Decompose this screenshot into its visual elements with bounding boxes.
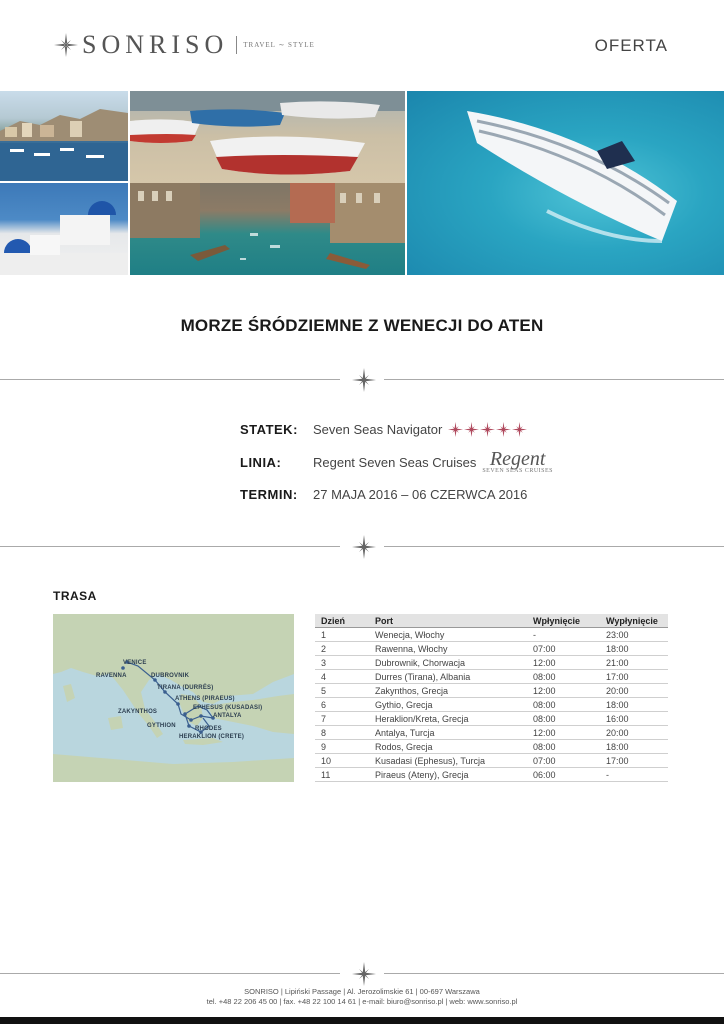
date-value: 27 MAJA 2016 – 06 CZERWCA 2016 [313, 487, 528, 502]
col-header-arrival: Wpłynięcie [527, 614, 600, 628]
venice-canal-photo [130, 183, 405, 275]
table-header-row [315, 614, 668, 628]
cell-port: Rawenna, Włochy [369, 642, 527, 656]
cell-port: Rodos, Grecja [369, 740, 527, 754]
cell-departure: 17:00 [600, 754, 668, 768]
compass-star-icon [54, 33, 78, 57]
ship-rating [448, 422, 528, 437]
cell-day: 6 [315, 698, 369, 712]
cell-arrival: 12:00 [527, 726, 600, 740]
cell-arrival: 07:00 [527, 642, 600, 656]
table-row [315, 628, 668, 642]
cell-day: 8 [315, 726, 369, 740]
cell-departure: 18:00 [600, 740, 668, 754]
regent-logo: Regent SEVEN SEAS CRUISES [482, 448, 553, 474]
cell-arrival: - [527, 628, 600, 642]
map-label-rhodes: RHODES [195, 726, 222, 732]
harbor-photo [0, 91, 128, 181]
brand-logo [54, 30, 315, 60]
page-header [0, 0, 724, 90]
cell-departure: 23:00 [600, 628, 668, 642]
map-label-dubrovnik: DUBROVNIK [151, 673, 190, 679]
itinerary-table [315, 614, 668, 782]
ship-row [240, 422, 528, 437]
date-row [240, 487, 527, 502]
cell-day: 2 [315, 642, 369, 656]
cell-arrival: 08:00 [527, 670, 600, 684]
cell-departure: 20:00 [600, 726, 668, 740]
table-row [315, 712, 668, 726]
map-label-ravenna: RAVENNA [96, 673, 127, 679]
cell-departure: 21:00 [600, 656, 668, 670]
cell-day: 5 [315, 684, 369, 698]
compass-star-icon [352, 962, 376, 986]
cell-day: 9 [315, 740, 369, 754]
star-icon [464, 422, 479, 437]
cell-departure: 17:00 [600, 670, 668, 684]
route-map [53, 614, 294, 782]
col-header-port: Port [369, 614, 527, 628]
brand-tagline: TRAVEL ∼ STYLE [243, 41, 315, 49]
cell-departure: 18:00 [600, 642, 668, 656]
col-header-departure: Wypłynięcie [600, 614, 668, 628]
cell-port: Piraeus (Ateny), Grecja [369, 768, 527, 782]
map-label-tirana: TIRANA (DURRËS) [157, 685, 214, 691]
ship-label: STATEK: [240, 422, 298, 437]
cell-arrival: 08:00 [527, 740, 600, 754]
cell-arrival: 08:00 [527, 712, 600, 726]
cell-port: Wenecja, Włochy [369, 628, 527, 642]
compass-star-icon [352, 368, 376, 392]
cell-port: Antalya, Turcja [369, 726, 527, 740]
document-type: OFERTA [594, 36, 668, 55]
star-icon [496, 422, 511, 437]
section-divider [0, 535, 724, 559]
line-label: LINIA: [240, 454, 282, 470]
page-title: MORZE ŚRÓDZIEMNE Z WENECJI DO ATEN [180, 316, 544, 335]
cell-arrival: 12:00 [527, 684, 600, 698]
map-label-athens: ATHENS (PIRAEUS) [175, 696, 235, 702]
table-row [315, 684, 668, 698]
cell-port: Kusadasi (Ephesus), Turcja [369, 754, 527, 768]
photo-collage [0, 91, 724, 275]
col-header-day: Dzień [315, 614, 369, 628]
table-row [315, 642, 668, 656]
cruise-ship-photo [407, 91, 724, 275]
map-label-ephesus: EPHESUS (KUSADASI) [193, 705, 263, 711]
table-row [315, 698, 668, 712]
map-label-venice: VENICE [123, 660, 147, 666]
cell-port: Gythio, Grecja [369, 698, 527, 712]
star-icon [480, 422, 495, 437]
santorini-photo [0, 183, 128, 275]
map-label-antalya: ANTALYA [213, 713, 242, 719]
table-row [315, 768, 668, 782]
section-divider [0, 368, 724, 392]
date-label: TERMIN: [240, 487, 298, 502]
cell-arrival: 07:00 [527, 754, 600, 768]
map-label-heraklion: HERAKLION (CRETE) [179, 734, 245, 740]
brand-name: SONRISO [82, 30, 229, 59]
table-row [315, 740, 668, 754]
cell-day: 1 [315, 628, 369, 642]
cell-departure: 20:00 [600, 684, 668, 698]
cell-day: 11 [315, 768, 369, 782]
line-name: Regent Seven Seas Cruises [313, 454, 477, 470]
cell-port: Dubrownik, Chorwacja [369, 656, 527, 670]
cell-port: Heraklion/Kreta, Grecja [369, 712, 527, 726]
table-row [315, 726, 668, 740]
cell-day: 3 [315, 656, 369, 670]
table-row [315, 670, 668, 684]
footer-address: SONRISO | Lipiński Passage | Al. Jerozolimskie 61 | 00-697 Warszawa [244, 987, 480, 996]
cell-arrival: 12:00 [527, 656, 600, 670]
cell-port: Zakynthos, Grecja [369, 684, 527, 698]
star-icon [448, 422, 463, 437]
cell-departure: 16:00 [600, 712, 668, 726]
map-label-zakynthos: ZAKYNTHOS [118, 709, 158, 715]
cell-day: 7 [315, 712, 369, 726]
map-label-gythion: GYTHION [147, 723, 176, 729]
footer-contact: tel. +48 22 206 45 00 | fax. +48 22 100 14 61 | e-mail: biuro@sonriso.pl | web: www.sonriso.pl [206, 997, 518, 1006]
route-heading: TRASA [53, 589, 97, 603]
cell-port: Durres (Tirana), Albania [369, 670, 527, 684]
cell-day: 10 [315, 754, 369, 768]
cell-day: 4 [315, 670, 369, 684]
table-row [315, 656, 668, 670]
page-footer [0, 987, 724, 1007]
star-icon [512, 422, 527, 437]
logo-separator [236, 36, 237, 54]
table-row [315, 754, 668, 768]
cell-arrival: 08:00 [527, 698, 600, 712]
footer-divider [0, 962, 724, 986]
line-row [240, 450, 553, 474]
bottom-bar [0, 1017, 724, 1024]
ship-name: Seven Seas Navigator [313, 422, 443, 437]
itinerary-body [315, 628, 668, 782]
compass-star-icon [352, 535, 376, 559]
cell-departure: - [600, 768, 668, 782]
cell-departure: 18:00 [600, 698, 668, 712]
cell-arrival: 06:00 [527, 768, 600, 782]
